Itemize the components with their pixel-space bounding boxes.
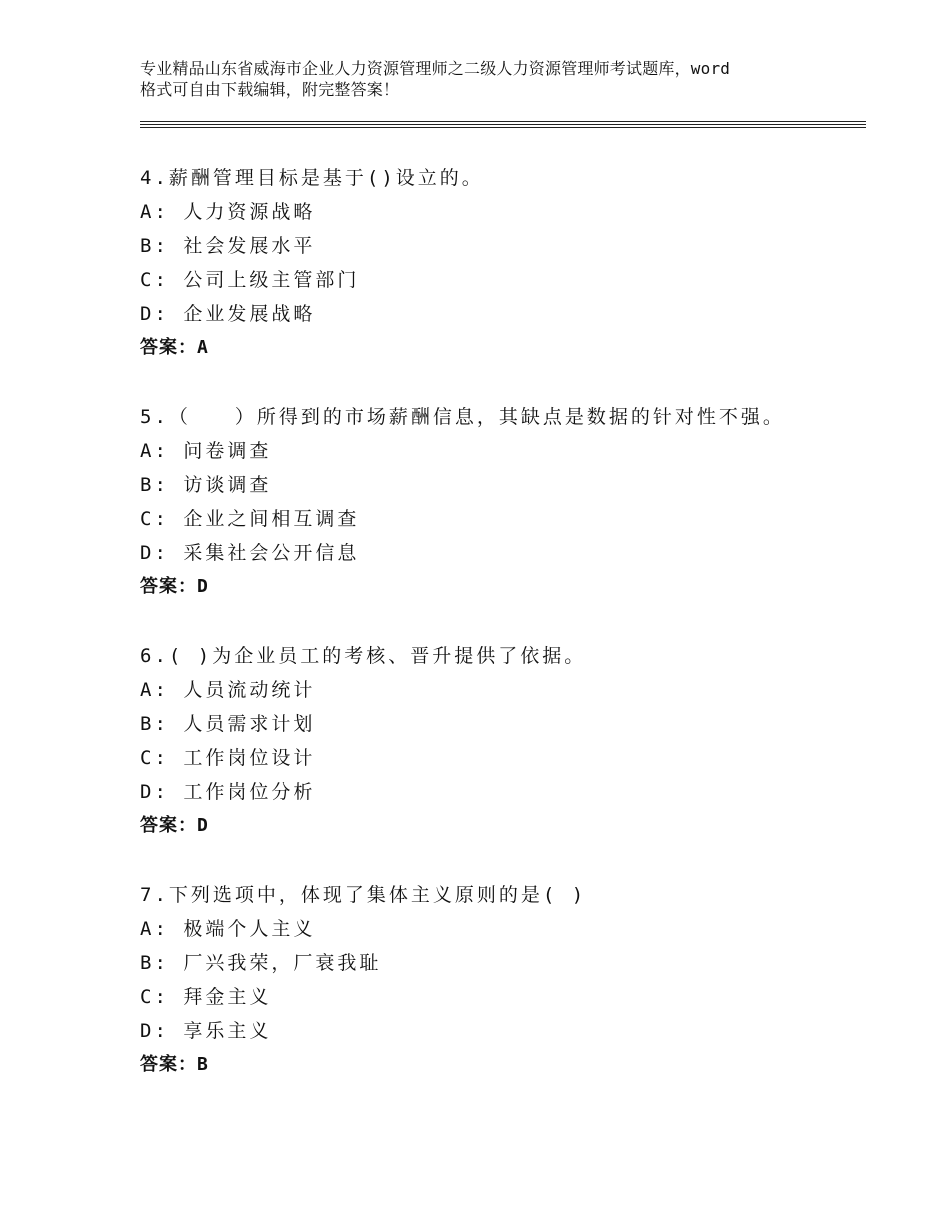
option-b: B: 厂兴我荣，厂衰我耻 — [140, 952, 382, 974]
option-a: A: 问卷调查 — [140, 440, 272, 462]
answer-label: 答案：D — [140, 815, 209, 836]
option-b: B: 访谈调查 — [140, 474, 272, 496]
question-stem: 6.( )为企业员工的考核、晋升提供了依据。 — [140, 645, 587, 667]
header-line-1: 专业精品山东省威海市企业人力资源管理师之二级人力资源管理师考试题库，word — [140, 59, 731, 78]
answer-label: 答案：D — [140, 576, 209, 597]
option-d: D: 工作岗位分析 — [140, 781, 316, 803]
question-stem: 7.下列选项中，体现了集体主义原则的是( ) — [140, 884, 587, 906]
option-a: A: 人力资源战略 — [140, 201, 316, 223]
option-a: A: 极端个人主义 — [140, 918, 316, 940]
header-line-2: 格式可自由下载编辑，附完整答案！ — [140, 80, 400, 99]
header-divider-top — [140, 121, 866, 122]
answer-label: 答案：A — [140, 337, 209, 358]
answer-label: 答案：B — [140, 1054, 209, 1075]
option-a: A: 人员流动统计 — [140, 679, 316, 701]
header-divider-bottom — [140, 127, 866, 128]
header-divider-middle — [140, 124, 866, 125]
option-d: D: 采集社会公开信息 — [140, 542, 360, 564]
option-d: D: 企业发展战略 — [140, 303, 316, 325]
option-c: C: 拜金主义 — [140, 986, 272, 1008]
document-header — [140, 58, 840, 100]
option-c: C: 公司上级主管部门 — [140, 269, 360, 291]
option-b: B: 社会发展水平 — [140, 235, 316, 257]
question-stem: 4.薪酬管理目标是基于()设立的。 — [140, 167, 484, 189]
option-c: C: 企业之间相互调查 — [140, 508, 360, 530]
option-c: C: 工作岗位设计 — [140, 747, 316, 769]
option-d: D: 享乐主义 — [140, 1020, 272, 1042]
option-b: B: 人员需求计划 — [140, 713, 316, 735]
question-stem: 5.（ ）所得到的市场薪酬信息，其缺点是数据的针对性不强。 — [140, 406, 785, 428]
